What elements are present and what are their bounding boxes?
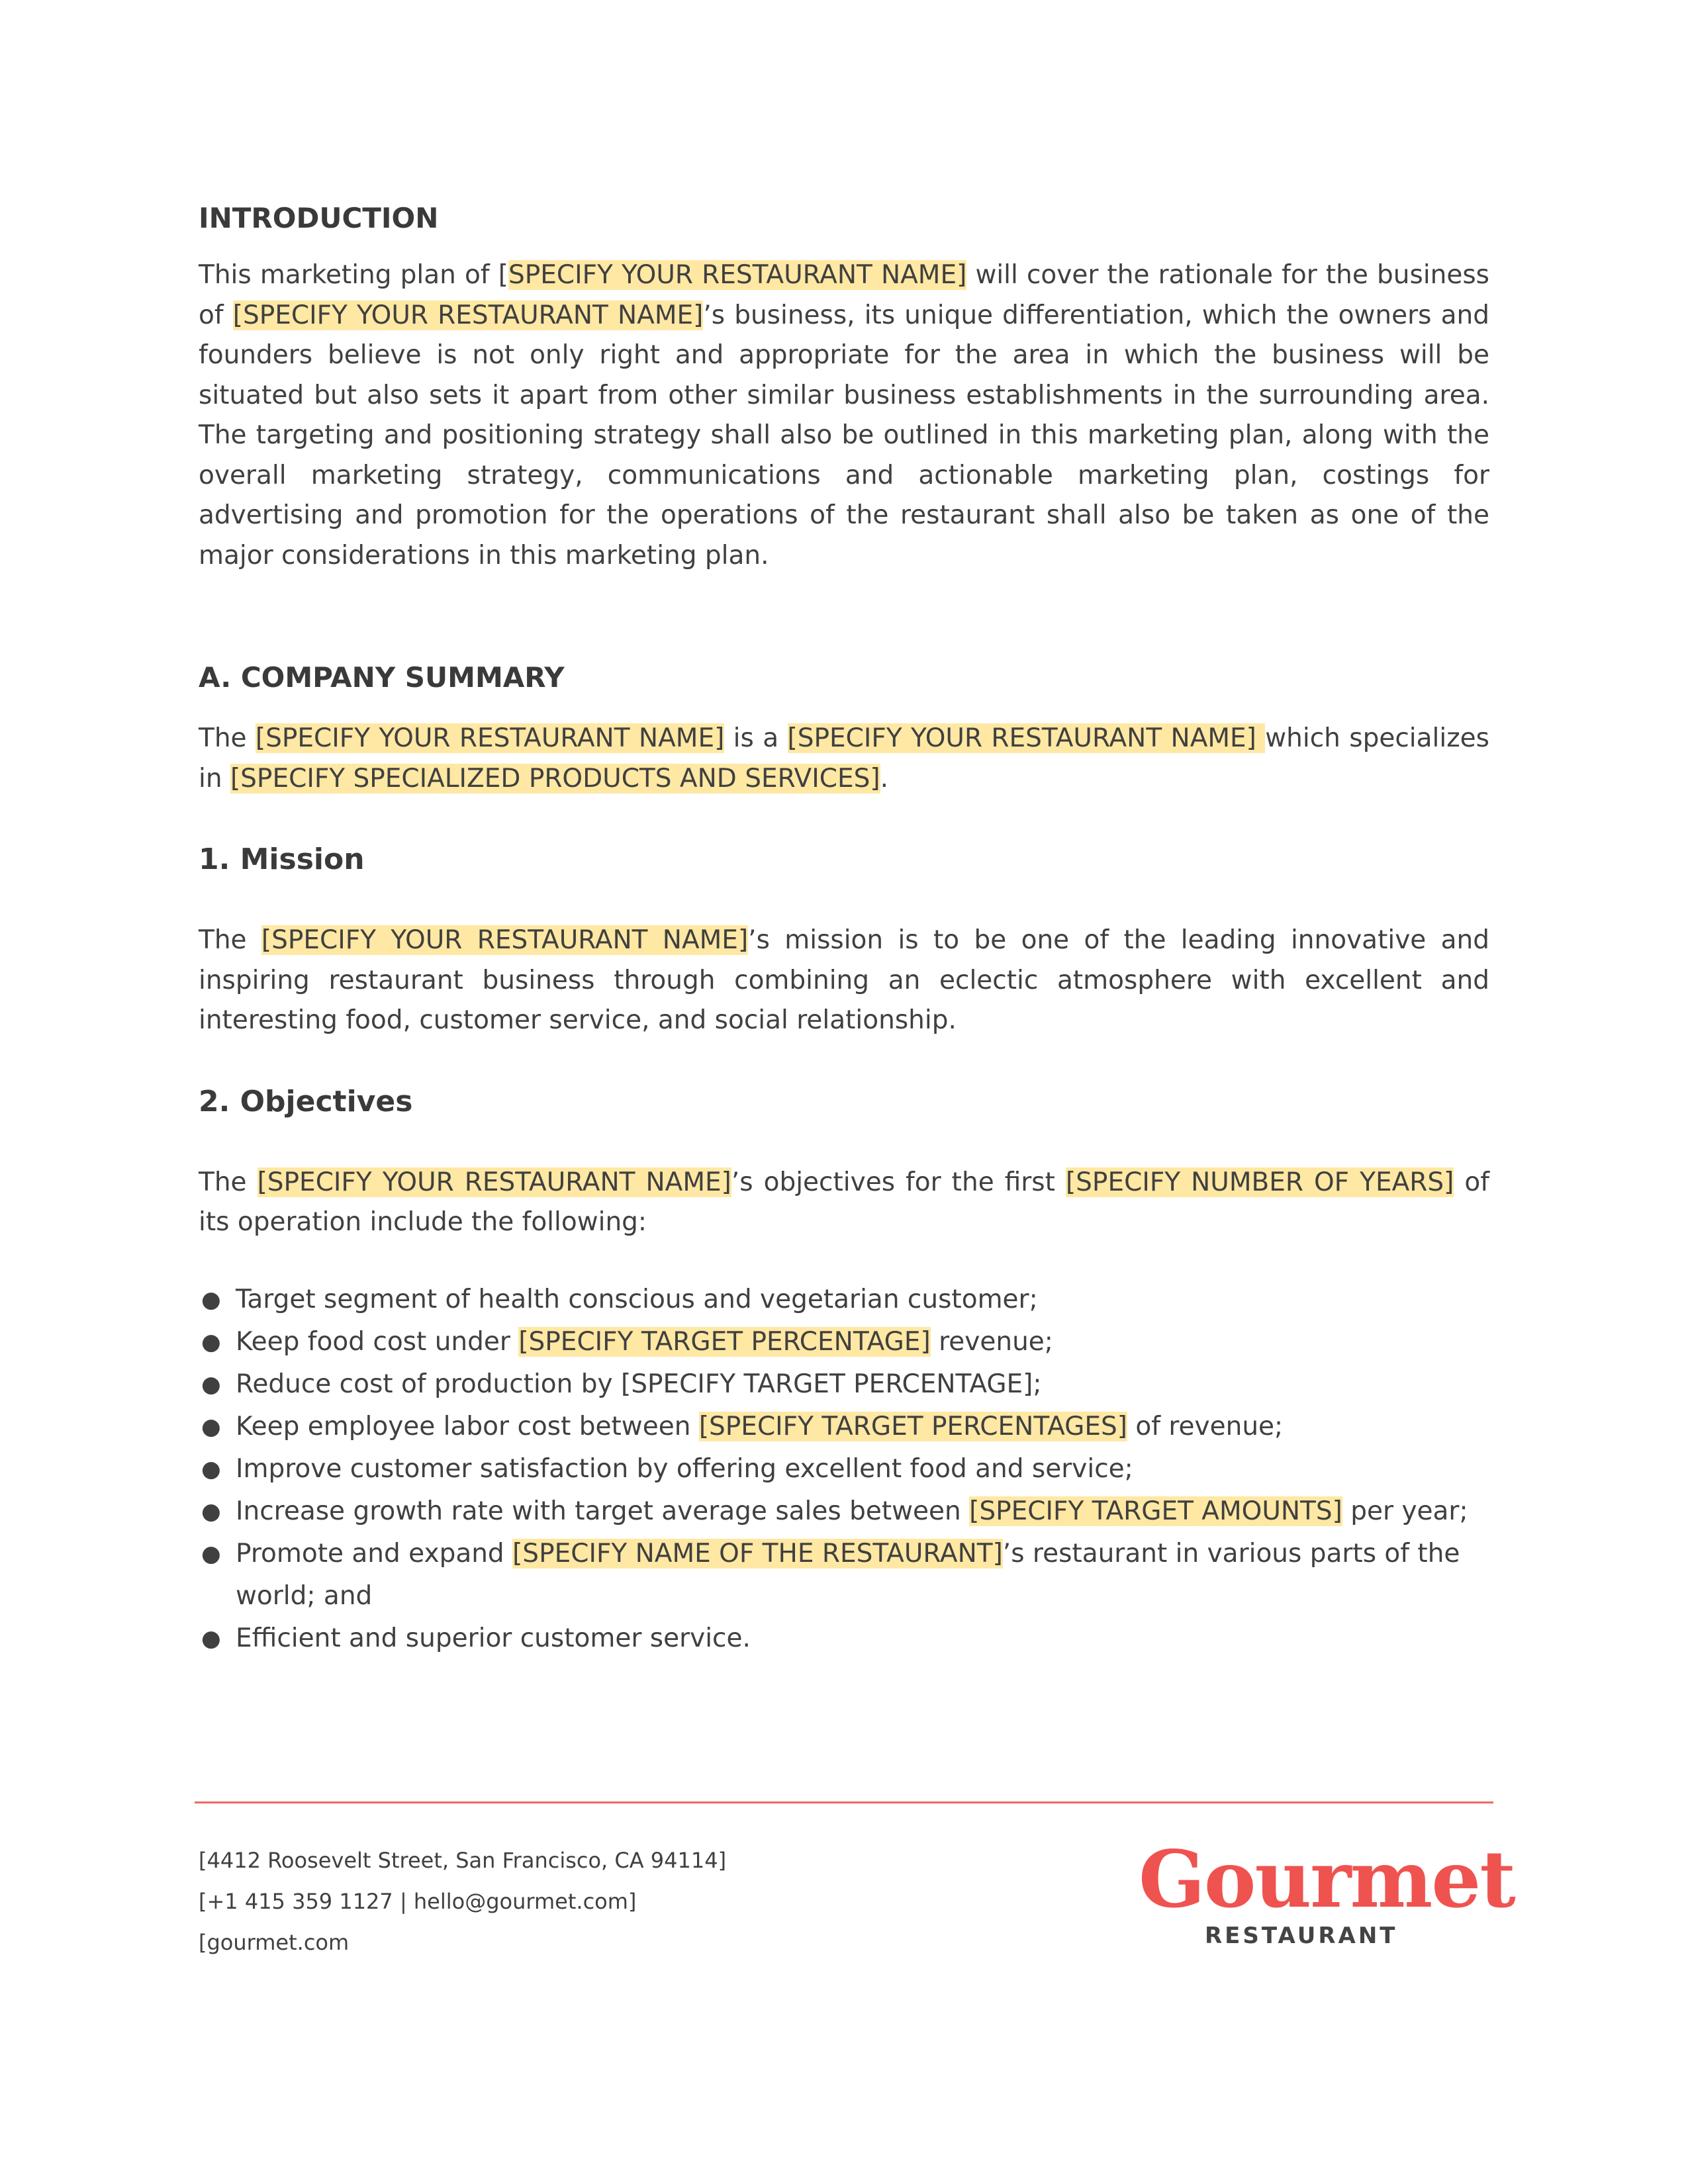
placeholder-products-services: [SPECIFY SPECIALIZED PRODUCTS AND SERVICES] xyxy=(230,763,880,794)
placeholder-number-of-years: [SPECIFY NUMBER OF YEARS] xyxy=(1065,1167,1454,1197)
text-run: This marketing plan of [ xyxy=(199,260,508,290)
bullet-icon: ● xyxy=(201,1498,221,1525)
list-item xyxy=(199,1363,1489,1406)
mission-heading: 1. Mission xyxy=(199,842,365,876)
list-item-text: Increase growth rate with target average sales between xyxy=(236,1496,970,1526)
logo-subtitle: RESTAURANT xyxy=(1205,1923,1398,1949)
introduction-paragraph xyxy=(199,255,1489,576)
bullet-icon: ● xyxy=(201,1540,221,1567)
bullet-icon: ● xyxy=(201,1371,221,1398)
list-item-text: of revenue; xyxy=(1127,1411,1284,1441)
list-item xyxy=(199,1617,1489,1660)
list-item xyxy=(199,1533,1489,1617)
list-item-text: revenue; xyxy=(930,1326,1053,1357)
placeholder-restaurant-name: [SPECIFY YOUR RESTAURANT NAME] xyxy=(255,723,725,753)
placeholder-target-percentages: [SPECIFY TARGET PERCENTAGES] xyxy=(698,1411,1127,1441)
footer-divider xyxy=(195,1801,1493,1803)
list-item-text: ’s restaurant in various parts of the world; and xyxy=(236,1538,1460,1611)
text-run: ’s objectives for the first xyxy=(731,1167,1066,1197)
text-run: The xyxy=(199,1167,258,1197)
list-item xyxy=(199,1279,1489,1321)
list-item-text: Target segment of health conscious and vegetarian customer; xyxy=(236,1284,1038,1314)
company-summary-paragraph xyxy=(199,719,1489,799)
list-item-text: Efficient and superior customer service. xyxy=(236,1623,751,1653)
placeholder-restaurant-name: [SPECIFY YOUR RESTAURANT NAME] xyxy=(257,1167,731,1197)
placeholder-restaurant-name: SPECIFY YOUR RESTAURANT NAME] xyxy=(508,260,967,290)
objectives-heading: 2. Objectives xyxy=(199,1084,413,1118)
company-summary-heading: A. COMPANY SUMMARY xyxy=(199,661,565,694)
text-run: The xyxy=(199,925,261,955)
footer-phone-email: [+1 415 359 1127 | hello@gourmet.com] xyxy=(199,1889,637,1914)
mission-paragraph xyxy=(199,921,1489,1041)
list-item xyxy=(199,1490,1489,1533)
bullet-icon: ● xyxy=(201,1625,221,1652)
text-run: . xyxy=(880,763,888,794)
text-run: of its operation include the following: xyxy=(199,1167,1489,1237)
text-run: which specializes in xyxy=(199,723,1489,794)
text-run: will cover the rationale for the business of xyxy=(199,260,1489,330)
text-run: The xyxy=(199,723,256,753)
gourmet-logo xyxy=(1139,1833,1515,1956)
placeholder-restaurant-name: [SPECIFY YOUR RESTAURANT NAME] xyxy=(261,925,749,955)
placeholder-restaurant-name: [SPECIFY NAME OF THE RESTAURANT] xyxy=(512,1538,1003,1569)
list-item-text: per year; xyxy=(1342,1496,1468,1526)
objectives-list xyxy=(199,1279,1489,1660)
document-body xyxy=(199,199,1489,1660)
bullet-icon: ● xyxy=(201,1328,221,1355)
list-item xyxy=(199,1321,1489,1363)
list-item-text: Keep food cost under xyxy=(236,1326,519,1357)
list-item-text: Improve customer satisfaction by offering excellent food and service; xyxy=(236,1453,1133,1484)
placeholder-restaurant-name: [SPECIFY YOUR RESTAURANT NAME] xyxy=(232,300,704,330)
list-item xyxy=(199,1448,1489,1490)
bullet-icon: ● xyxy=(201,1286,221,1313)
text-run: ’s mission is to be one of the leading innovative and inspiring restaurant business through combining an eclectic atmosphere with excellent and interesting food, customer service, and social relationship. xyxy=(199,925,1489,1035)
bullet-icon: ● xyxy=(201,1455,221,1482)
introduction-heading: INTRODUCTION xyxy=(199,202,439,234)
list-item xyxy=(199,1406,1489,1448)
placeholder-target-percentage: [SPECIFY TARGET PERCENTAGE] xyxy=(518,1326,931,1357)
placeholder-target-amounts: [SPECIFY TARGET AMOUNTS] xyxy=(969,1496,1342,1526)
footer-website: [gourmet.com xyxy=(199,1930,350,1955)
text-run: ’s business, its unique differentiation, which the owners and founders believe is not only right and appropriate for the area in which the business will be situated but also sets it apart from other similar business establishments in the surrounding area. The targeting and positioning strategy shall also be outlined in this marketing plan, along with the overall marketing strategy, communications and actionable marketing plan, costings for advertising and promotion for the operations of the restaurant shall also be taken as one of the major considerations in this marketing plan. xyxy=(199,300,1489,570)
footer-address: [4412 Roosevelt Street, San Francisco, CA 94114] xyxy=(199,1848,727,1873)
list-item-text: Reduce cost of production by [SPECIFY TARGET PERCENTAGE]; xyxy=(236,1369,1042,1399)
placeholder-restaurant-name: [SPECIFY YOUR RESTAURANT NAME] xyxy=(787,723,1266,753)
text-run: is a xyxy=(724,723,788,753)
bullet-icon: ● xyxy=(201,1413,221,1440)
logo-wordmark: Gourmet xyxy=(1139,1833,1515,1925)
footer-contact xyxy=(199,1840,726,1963)
objectives-paragraph xyxy=(199,1163,1489,1243)
list-item-text: Promote and expand xyxy=(236,1538,513,1569)
list-item-text: Keep employee labor cost between xyxy=(236,1411,699,1441)
